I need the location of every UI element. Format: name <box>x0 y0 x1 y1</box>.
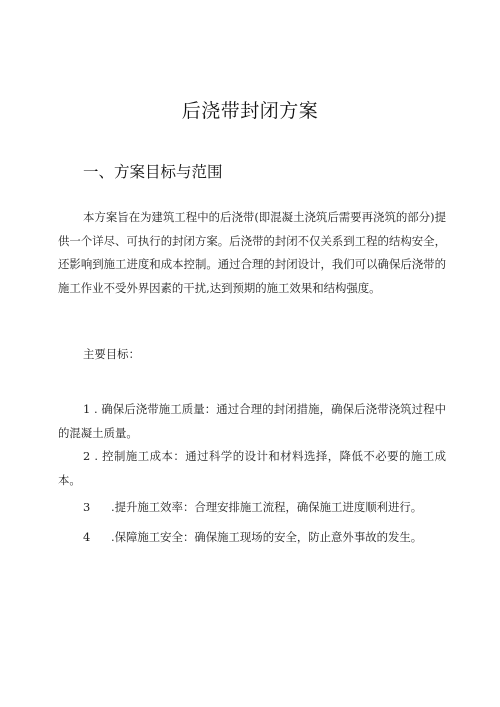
goal-item-4 <box>83 526 453 550</box>
goal-item-3-number: 3 <box>83 500 91 514</box>
goal-item-3 <box>83 496 453 520</box>
document-title: 后浇带封闭方案 <box>181 100 319 122</box>
goal-item-4-number: 4 <box>83 530 91 544</box>
goal-item-4-text: .保障施工安全：确保施工现场的安全，防止意外事故的发生。 <box>111 530 423 544</box>
goal-item-1: 1 . 确保后浇带施工质量：通过合理的封闭措施，确保后浇带浇筑过程中的混凝土质量。 <box>58 402 446 440</box>
intro-paragraph: 本方案旨在为建筑工程中的后浇带(即混凝土浇筑后需要再浇筑的部分)提供一个详尽、可执行的封闭方案。后浇带的封闭不仅关系到工程的结构安全，还影响到施工进度和成本控制。通过合理的封闭设计，我们可以确保后浇带的施工作业不受外界因素的干扰,达到预期的施工效果和结构强度。 <box>58 210 446 295</box>
goal-item-2: 2 . 控制施工成本：通过科学的设计和材料选择，降低不必要的施工成本。 <box>58 449 446 487</box>
goals-label: 主要目标： <box>83 347 140 361</box>
goal-item-3-text: .提升施工效率：合理安排施工流程，确保施工进度顺利进行。 <box>111 500 423 514</box>
section-heading: 一、方案目标与范围 <box>83 163 223 181</box>
